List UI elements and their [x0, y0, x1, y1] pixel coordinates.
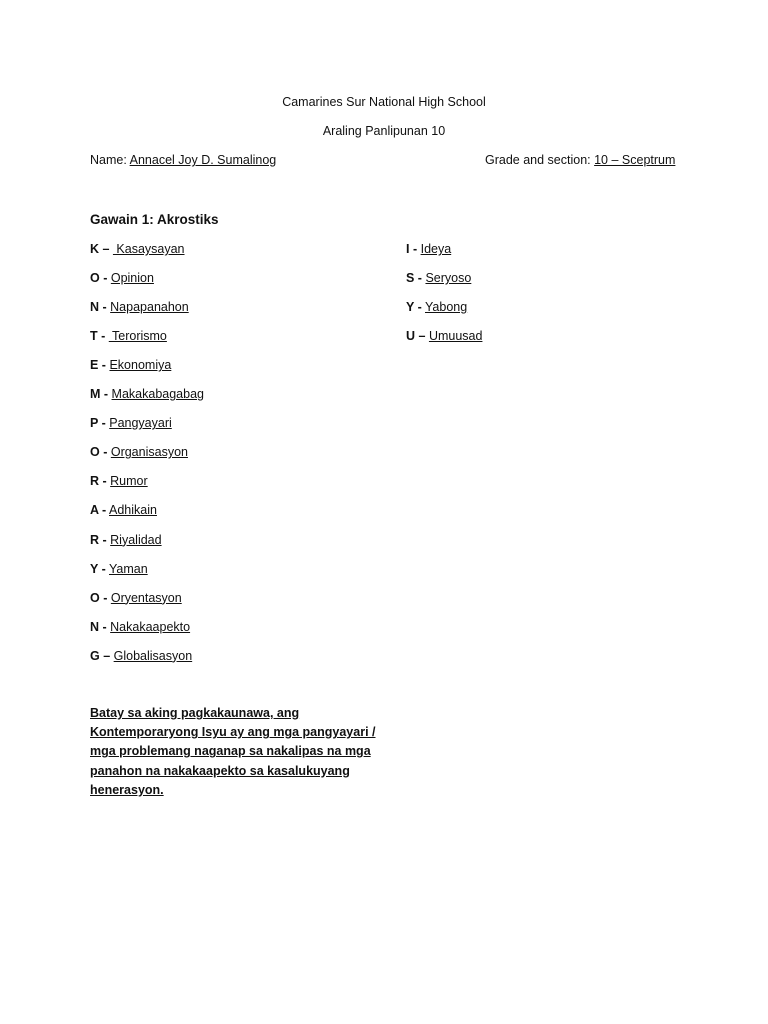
conclusion-line: mga problemang naganap sa nakalipas na mga [90, 744, 371, 759]
subject-title: Araling Panlipunan 10 [322, 124, 446, 138]
acrostic-row [90, 620, 190, 634]
acrostic-row [90, 271, 154, 285]
acrostic-row [406, 242, 451, 256]
grade-section-line [485, 153, 675, 167]
acrostic-word: Adhikain [109, 503, 157, 518]
acrostic-row [90, 300, 189, 314]
name-value: Annacel Joy D. Sumalinog [129, 153, 277, 167]
acrostic-row [90, 416, 172, 430]
acrostic-word: Riyalidad [110, 532, 162, 547]
acrostic-letter: U – [406, 329, 426, 344]
acrostic-letter: E - [90, 358, 106, 373]
student-name-line [90, 153, 276, 167]
acrostic-word: Rumor [110, 474, 148, 489]
acrostic-row [90, 474, 148, 488]
acrostic-word: Napapanahon [110, 300, 189, 315]
acrostic-letter: N - [90, 619, 107, 634]
acrostic-word: Yaman [109, 561, 148, 576]
acrostic-word: Opinion [110, 271, 154, 286]
acrostic-letter: G – [90, 648, 111, 663]
acrostic-row [90, 242, 185, 256]
acrostic-word: Seryoso [425, 271, 472, 286]
school-name: Camarines Sur National High School [282, 95, 486, 109]
acrostic-letter: A - [90, 503, 107, 518]
acrostic-letter: M - [90, 387, 109, 402]
acrostic-row [90, 358, 171, 372]
conclusion-line: henerasyon. [90, 782, 164, 797]
conclusion-line: Kontemporaryong Isyu ay ang mga pangyayari / [90, 725, 376, 740]
acrostic-word: Globalisasyon [113, 648, 193, 663]
acrostic-letter: N - [90, 300, 107, 315]
grade-value: 10 – Sceptrum [594, 153, 676, 167]
acrostic-letter: O - [90, 445, 108, 460]
acrostic-letter: S - [406, 271, 422, 286]
conclusion-paragraph [90, 704, 380, 800]
acrostic-word: Makakabagabag [111, 387, 204, 402]
activity-title: Gawain 1: Akrostiks [90, 212, 219, 227]
acrostic-word: Terorismo [108, 329, 167, 344]
conclusion-line: Batay sa aking pagkakaunawa, ang [90, 706, 300, 720]
conclusion-line: panahon na nakakaapekto sa kasalukuyang [90, 763, 350, 778]
acrostic-row [90, 591, 182, 605]
grade-label: Grade and section: [485, 153, 591, 167]
acrostic-letter: Y - [90, 561, 106, 576]
name-label: Name: [90, 153, 127, 167]
acrostic-letter: O - [90, 590, 108, 605]
acrostic-row [406, 300, 467, 314]
acrostic-word: Nakakaapekto [110, 619, 191, 634]
acrostic-letter: P - [90, 416, 106, 431]
acrostic-row [90, 329, 167, 343]
acrostic-letter: R - [90, 532, 107, 547]
acrostic-word: Pangyayari [109, 416, 172, 431]
acrostic-row [406, 329, 482, 343]
acrostic-letter: Y - [406, 300, 422, 315]
acrostic-word: Umuusad [428, 329, 483, 344]
acrostic-word: Oryentasyon [110, 590, 182, 605]
acrostic-row [90, 387, 204, 401]
acrostic-row [90, 562, 148, 576]
acrostic-letter: I - [406, 242, 418, 256]
acrostic-letter: R - [90, 474, 107, 489]
acrostic-row [90, 649, 192, 663]
acrostic-row [406, 271, 471, 285]
acrostic-word: Kasaysayan [112, 242, 185, 256]
acrostic-letter: T - [90, 329, 106, 344]
acrostic-row [90, 445, 188, 459]
acrostic-word: Ideya [420, 242, 452, 256]
acrostic-word: Ekonomiya [109, 358, 172, 373]
acrostic-word: Yabong [425, 300, 468, 315]
acrostic-letter: K – [90, 242, 110, 256]
acrostic-word: Organisasyon [110, 445, 188, 460]
acrostic-row [90, 533, 162, 547]
acrostic-row [90, 503, 157, 517]
acrostic-letter: O - [90, 271, 108, 286]
